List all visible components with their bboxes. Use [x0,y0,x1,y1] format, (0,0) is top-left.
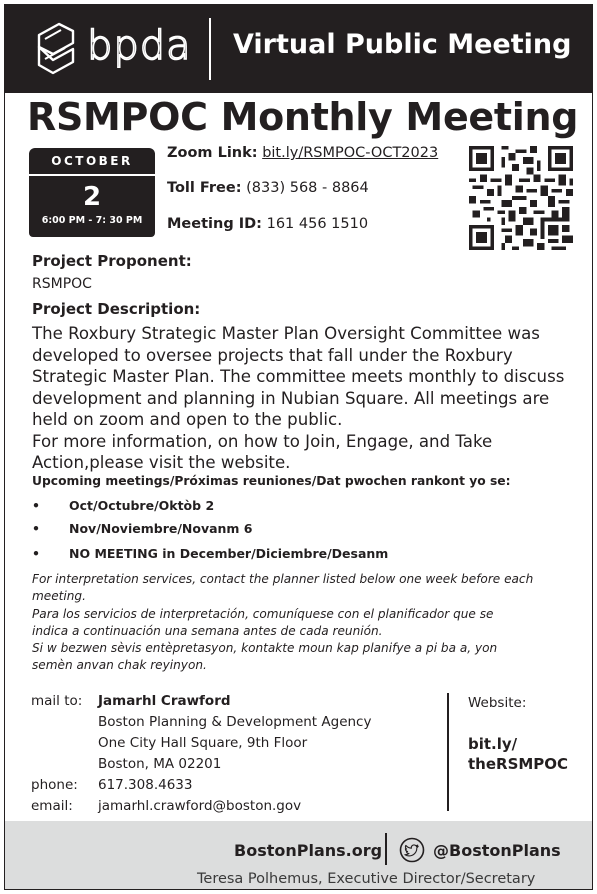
interpretation-line: semèn anvan chak reyinyon. [32,658,207,673]
contact-divider [447,693,449,811]
upcoming-meeting-text: Oct/Octubre/Oktòb 2 [69,498,215,513]
date-day: 2 [82,182,102,212]
bullet-icon: • [32,498,40,513]
footer-site-link[interactable]: BostonPlans.org [234,841,383,860]
interpretation-line: For interpretation services, contact the planner listed below one week before each [32,572,534,586]
footer-executive: Teresa Polhemus, Executive Director/Secretary [197,871,536,887]
website-link-line1: bit.ly/ [468,735,518,753]
qr-code-icon[interactable] [469,146,573,250]
description-line: The Roxbury Strategic Master Plan Oversight Committee was [32,324,540,343]
upcoming-meeting-text: NO MEETING in December/Diciembre/Desanm [69,546,389,561]
toll-free-line [167,180,369,196]
zoom-line [167,145,438,161]
interpretation-line: Para los servicios de interpretación, comuníquese con el planificador que se [32,606,494,621]
contact-name: Jamarhl Crawford [98,693,231,709]
interpretation-notice [32,571,582,675]
description-line: Strategic Master Plan. The committee meets monthly to discuss [32,367,565,386]
date-badge [29,148,155,237]
website-label: Website: [468,695,527,711]
date-body [29,176,155,237]
proponent-label: Project Proponent: [32,252,192,270]
project-description [32,323,582,474]
zoom-label: Zoom Link: [167,145,258,161]
mail-label: mail to: [31,693,83,709]
date-month: OCTOBER [29,148,155,174]
zoom-link[interactable]: bit.ly/RSMPOC-OCT2023 [262,145,439,161]
meeting-id-value: 161 456 1510 [266,216,369,232]
description-label: Project Description: [32,300,201,318]
header-divider [209,18,211,80]
upcoming-meeting-text: Nov/Noviembre/Novanm 6 [69,521,253,536]
description-line: held on zoom and open to the public. [32,410,343,429]
description-line: development and planning in Nubian Square. All meetings are [32,388,550,408]
email-label: email: [31,798,73,814]
description-line: developed to oversee projects that fall under the Roxbury [32,345,513,365]
date-time: 6:00 PM - 7: 30 PM [41,215,143,226]
header-title: Virtual Public Meeting [233,29,572,60]
phone-label: phone: [31,777,78,793]
contact-address-line1: One City Hall Square, 9th Floor [98,735,308,751]
upcoming-meetings-label: Upcoming meetings/Próximas reuniones/Dat pwochen rankont yo se: [32,474,511,488]
bpda-logo-icon [31,21,79,81]
interpretation-line: meeting. [32,589,86,604]
page-title: RSMPOC Monthly Meeting [27,95,579,139]
description-line: For more information, on how to Join, Engage, and Take [32,431,493,451]
meeting-id-line [167,216,368,232]
contact-phone[interactable]: 617.308.4633 [98,777,193,793]
flyer [4,4,593,890]
description-line: Action,please visit the website. [32,453,291,472]
proponent-value: RSMPOC [32,276,92,292]
bpda-logo-text: bpda [87,23,192,69]
footer [5,821,592,890]
website-link-line2: theRSMPOC [468,755,569,773]
interpretation-line: Si w bezwen sèvis entèpretasyon, kontakte moun kap planifye a pi ba a, yon [32,641,498,656]
bullet-icon: • [32,546,40,561]
contact-org: Boston Planning & Development Agency [98,714,372,730]
header-bar [5,5,592,93]
contact-email[interactable]: jamarhl.crawford@boston.gov [98,798,302,814]
footer-divider [385,833,387,865]
website-link[interactable] [468,734,568,774]
interpretation-line: indica a continuación una semana antes de cada reunión. [32,623,383,638]
meeting-id-label: Meeting ID: [167,216,262,232]
twitter-icon[interactable] [399,837,425,863]
toll-free-number: (833) 568 - 8864 [246,180,369,196]
contact-address-line2: Boston, MA 02201 [98,756,222,772]
toll-free-label: Toll Free: [167,180,242,196]
bullet-icon: • [32,521,40,536]
footer-twitter-handle[interactable]: @BostonPlans [433,841,561,860]
